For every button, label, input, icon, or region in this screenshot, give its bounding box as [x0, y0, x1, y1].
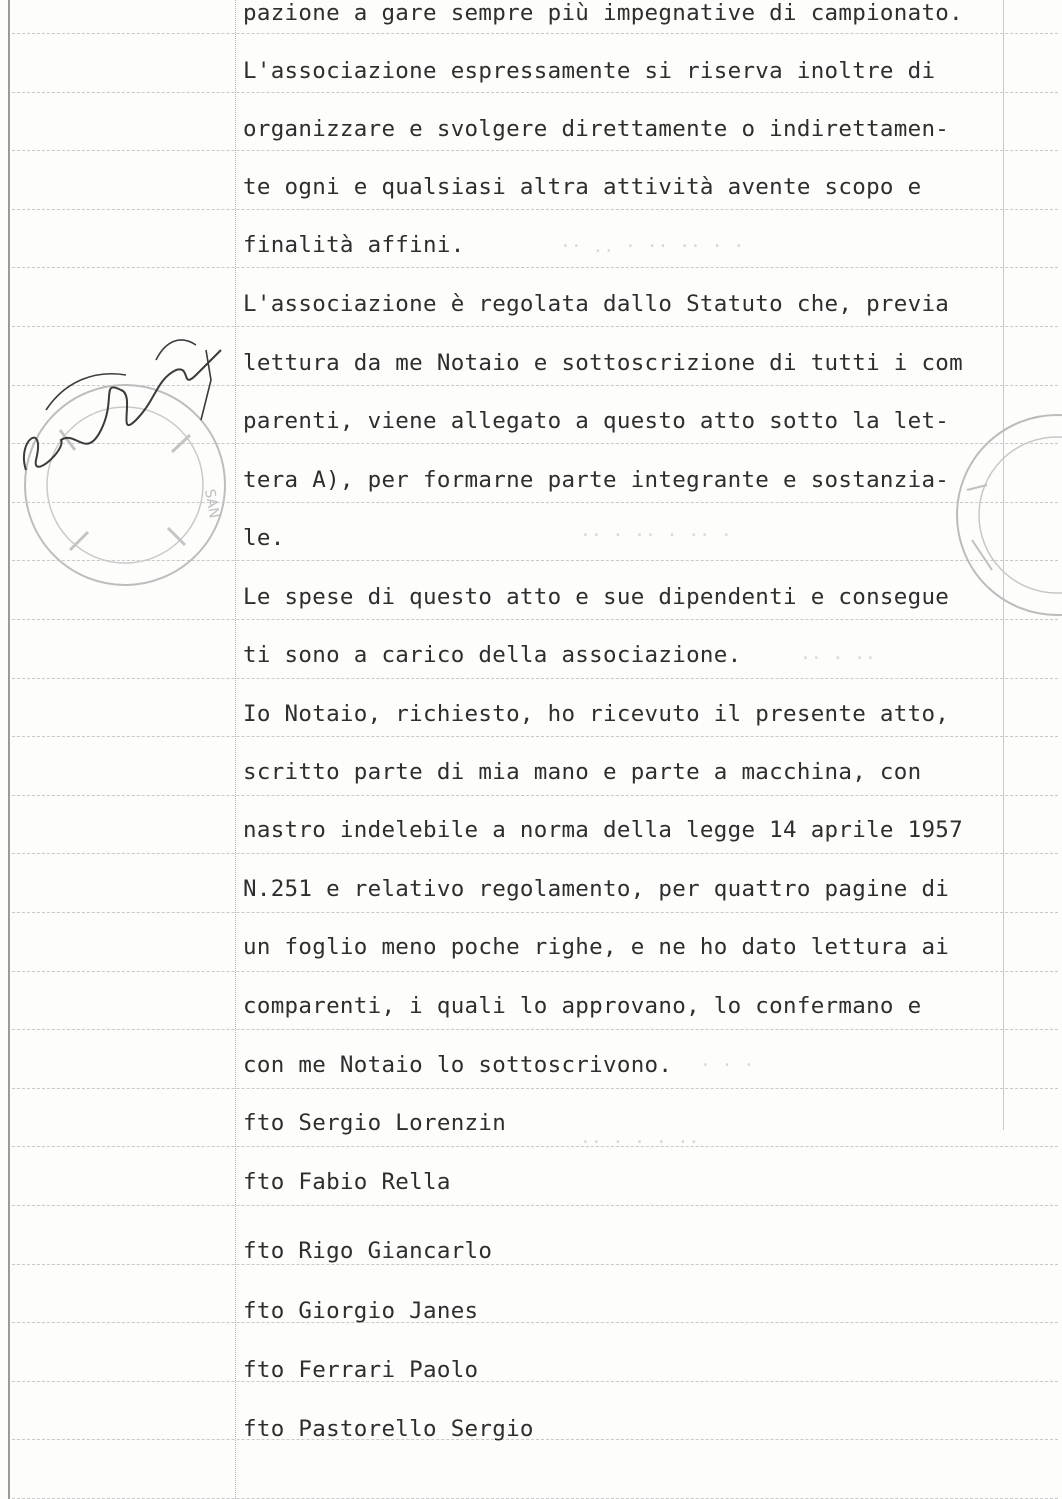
ruled-line: [12, 1205, 1058, 1206]
text-line: con me Notaio lo sottoscrivono.: [243, 1052, 673, 1078]
text-line: Io Notaio, richiesto, ho ricevuto il presente atto,: [243, 701, 950, 727]
text-line: organizzare e svolgere direttamente o indirettamen-: [243, 116, 950, 142]
ruled-line: [12, 92, 1058, 93]
text-line: lettura da me Notaio e sottoscrizione di tutti i com: [243, 350, 963, 376]
ruled-line: [12, 1264, 1058, 1265]
text-line: ti sono a carico della associazione.: [243, 642, 742, 668]
left-margin-line: [235, 0, 236, 1499]
ruled-line: [12, 1146, 1058, 1147]
signature-line: fto Ferrari Paolo: [243, 1357, 479, 1383]
text-line: N.251 e relativo regolamento, per quattro pagine di: [243, 876, 950, 902]
notary-seal-right: [952, 390, 1062, 650]
ruled-line: [12, 1322, 1058, 1323]
signature-line: fto Rigo Giancarlo: [243, 1238, 493, 1264]
text-line: finalità affini.: [243, 232, 465, 258]
ruled-line: [12, 1029, 1058, 1030]
ruled-line: [12, 267, 1058, 268]
ruled-line: [12, 1088, 1058, 1089]
signature-line: fto Fabio Rella: [243, 1169, 451, 1195]
ruled-line: [12, 1381, 1058, 1382]
document-page: ·· .. · ·· ·· · · ·· · ·· · ·· · ·· · ·· · · · ·· · · · ·· SAN pazione a gare sempre più impegnative di campionato. L'associazione espressamente si riserva inoltre di organizzare e svolgere direttamente o indirettamen- te ogni e qualsiasi altra attività avente scopo e finalità affini. L'associazione è regolata dallo Statuto che, previa lettura da me Notaio e sottoscrizione di tutti i com parenti, viene allegato a questo atto sotto la let- tera A), per formarne parte integrante e sostanzia- le. Le spese di questo atto e sue dipendenti e consegue ti sono a carico della associazione. Io Notaio, richiesto, ho ricevuto il presente atto, scritto parte di mia mano e parte a macchina, con nastro indelebile a norma della legge 14 aprile 1957 N.251 e relativo regolamento, per quattro pagine di un foglio meno poche righe, e ne ho dato lettura ai comparenti, i quali lo approvano, lo confermano e con me Notaio lo sottoscrivono. fto Sergio Lorenzin fto Fabio Rella fto Rigo Giancarlo fto Giorgio Janes fto Ferrari Paolo fto Pastorello Sergio: [0, 0, 1062, 1499]
signature-line: fto Sergio Lorenzin: [243, 1110, 507, 1136]
text-line: tera A), per formarne parte integrante e sostanzia-: [243, 467, 950, 493]
text-line: le.: [243, 525, 285, 551]
ruled-line: [12, 209, 1058, 210]
ruled-line: [12, 33, 1058, 34]
signature-line: fto Pastorello Sergio: [243, 1416, 534, 1442]
ruled-line: [12, 150, 1058, 151]
ruled-line: [12, 853, 1058, 854]
text-line: pazione a gare sempre più impegnative di campionato.: [243, 0, 963, 26]
ruled-line: [12, 678, 1058, 679]
text-line: parenti, viene allegato a questo atto sotto la let-: [243, 408, 950, 434]
text-line: Le spese di questo atto e sue dipendenti e consegue: [243, 584, 950, 610]
ruled-line: [12, 912, 1058, 913]
signature-line: fto Giorgio Janes: [243, 1298, 479, 1324]
handwritten-signature: [6, 320, 236, 520]
text-line: un foglio meno poche righe, e ne ho dato lettura ai: [243, 934, 950, 960]
ruled-line: [12, 971, 1058, 972]
text-line: te ogni e qualsiasi altra attività avente scopo e: [243, 174, 922, 200]
ruled-line: [12, 795, 1058, 796]
ruled-line: [12, 1439, 1058, 1440]
svg-text:SAN: SAN: [201, 487, 222, 520]
ruled-line: [12, 736, 1058, 737]
text-line: L'associazione espressamente si riserva inoltre di: [243, 58, 936, 84]
text-line: nastro indelebile a norma della legge 14 aprile 1957: [243, 817, 963, 843]
text-line: L'associazione è regolata dallo Statuto che, previa: [243, 291, 950, 317]
text-line: scritto parte di mia mano e parte a macchina, con: [243, 759, 922, 785]
text-line: comparenti, i quali lo approvano, lo confermano e: [243, 993, 922, 1019]
